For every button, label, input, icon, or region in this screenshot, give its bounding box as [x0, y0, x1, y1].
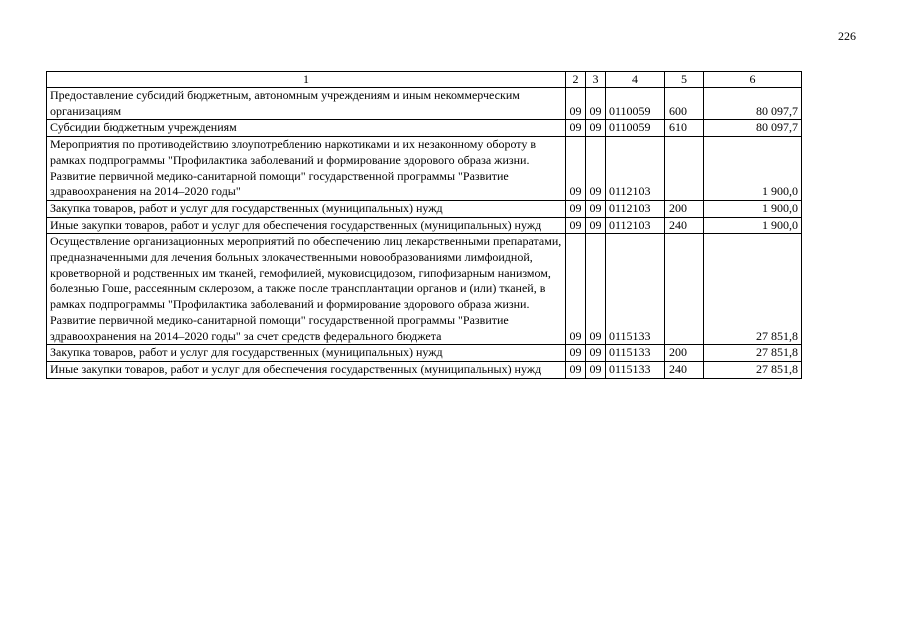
- row-expense-type: 240: [665, 361, 704, 378]
- row-target-article: 0112103: [606, 217, 665, 234]
- row-target-article: 0112103: [606, 137, 665, 201]
- row-name: Субсидии бюджетным учреждениям: [47, 120, 566, 137]
- row-section: 09: [566, 234, 586, 345]
- row-subsection: 09: [586, 88, 606, 120]
- row-name: Закупка товаров, работ и услуг для государственных (муниципальных) нужд: [47, 200, 566, 217]
- row-subsection: 09: [586, 345, 606, 362]
- row-sum: 27 851,8: [704, 361, 802, 378]
- row-expense-type: 600: [665, 88, 704, 120]
- row-target-article: 0115133: [606, 361, 665, 378]
- row-name: Иные закупки товаров, работ и услуг для обеспечения государственных (муниципальных) нужд: [47, 361, 566, 378]
- row-name: Закупка товаров, работ и услуг для государственных (муниципальных) нужд: [47, 345, 566, 362]
- row-expense-type: 610: [665, 120, 704, 137]
- row-expense-type: 240: [665, 217, 704, 234]
- row-sum: 1 900,0: [704, 217, 802, 234]
- row-section: 09: [566, 217, 586, 234]
- row-sum: 27 851,8: [704, 345, 802, 362]
- row-sum: 80 097,7: [704, 88, 802, 120]
- header-col-expense-type: 5: [665, 72, 704, 88]
- table-row: [47, 137, 802, 201]
- row-section: 09: [566, 137, 586, 201]
- table-row: [47, 234, 802, 345]
- row-subsection: 09: [586, 137, 606, 201]
- row-section: 09: [566, 361, 586, 378]
- row-target-article: 0110059: [606, 88, 665, 120]
- row-name: Предоставление субсидий бюджетным, автономным учреждениям и иным некоммерческим организациям: [47, 88, 566, 120]
- row-expense-type: 200: [665, 200, 704, 217]
- row-subsection: 09: [586, 361, 606, 378]
- row-section: 09: [566, 88, 586, 120]
- table-row: [47, 120, 802, 137]
- row-sum: 1 900,0: [704, 200, 802, 217]
- page-number: 226: [838, 29, 856, 43]
- row-expense-type: 200: [665, 345, 704, 362]
- header-col-target-article: 4: [606, 72, 665, 88]
- table-row: [47, 88, 802, 120]
- row-subsection: 09: [586, 120, 606, 137]
- row-subsection: 09: [586, 234, 606, 345]
- header-col-name: 1: [47, 72, 566, 88]
- row-expense-type: [665, 234, 704, 345]
- table-row: [47, 217, 802, 234]
- row-section: 09: [566, 200, 586, 217]
- row-name: Мероприятия по противодействию злоупотреблению наркотиками и их незаконному обороту в рамках подпрограммы "Профилактика заболеваний и формирование здорового образа жизни. Развитие первичной медико-санитарной помощи" государственной программы "Развитие здравоохранения на 2014–2020 годы": [47, 137, 566, 201]
- row-expense-type: [665, 137, 704, 201]
- row-name: Иные закупки товаров, работ и услуг для обеспечения государственных (муниципальных) нужд: [47, 217, 566, 234]
- budget-table: [46, 71, 802, 379]
- row-subsection: 09: [586, 200, 606, 217]
- header-col-section: 2: [566, 72, 586, 88]
- table-row: [47, 361, 802, 378]
- row-sum: 80 097,7: [704, 120, 802, 137]
- row-target-article: 0112103: [606, 200, 665, 217]
- header-col-sum: 6: [704, 72, 802, 88]
- table-row: [47, 345, 802, 362]
- row-section: 09: [566, 120, 586, 137]
- row-section: 09: [566, 345, 586, 362]
- header-col-subsection: 3: [586, 72, 606, 88]
- row-sum: 27 851,8: [704, 234, 802, 345]
- row-target-article: 0115133: [606, 234, 665, 345]
- row-target-article: 0115133: [606, 345, 665, 362]
- row-target-article: 0110059: [606, 120, 665, 137]
- table-row: [47, 200, 802, 217]
- row-sum: 1 900,0: [704, 137, 802, 201]
- row-name: Осуществление организационных мероприятий по обеспечению лиц лекарственными препаратами, предназначенными для лечения больных злокачественными новообразованиями лимфоидной, кроветворной и родственных им тканей, гемофилией, муковисцидозом, гипофизарным нанизмом, болезнью Гоше, рассеянным склерозом, а также после трансплантации органов и (или) тканей, в рамках подпрограммы "Профилактика заболеваний и формирование здорового образа жизни. Развитие первичной медико-санитарной помощи" государственной программы "Развитие здравоохранения на 2014–2020 годы" за счет средств федерального бюджета: [47, 234, 566, 345]
- header-row: [47, 72, 802, 88]
- row-subsection: 09: [586, 217, 606, 234]
